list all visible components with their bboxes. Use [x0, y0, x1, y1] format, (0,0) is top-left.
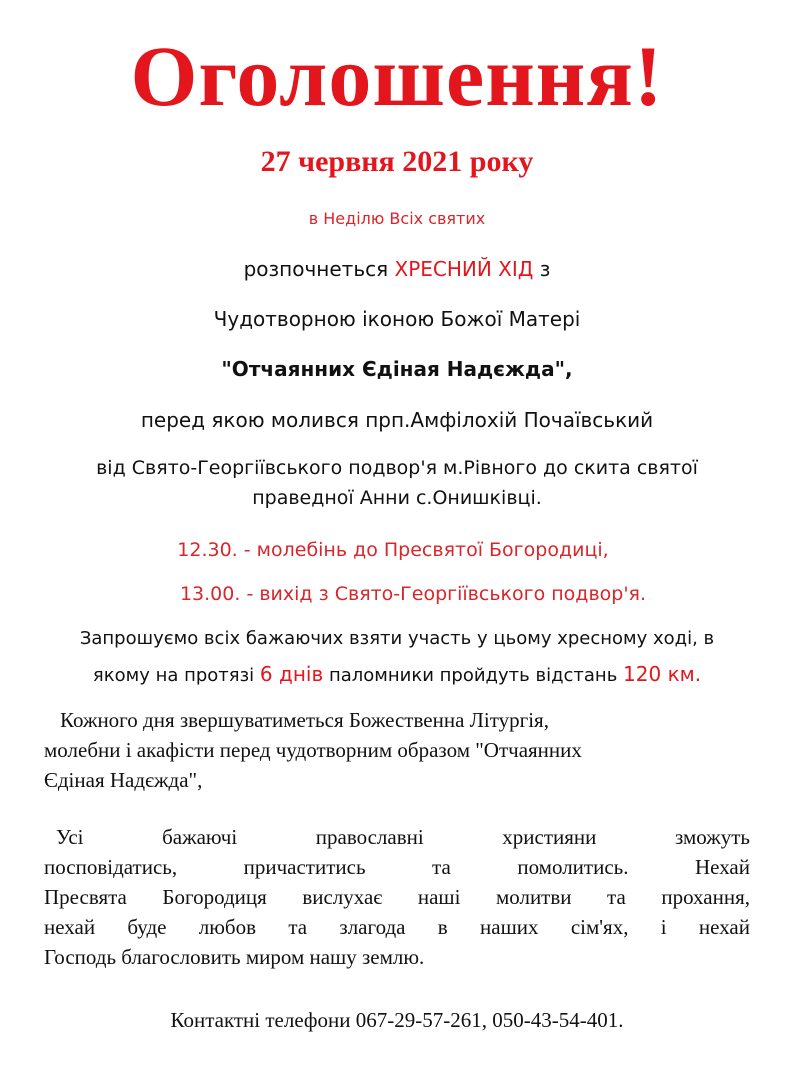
blessing-paragraph — [44, 822, 750, 972]
blessing-line: нехай буде любов та злагода в наших сім'ях, і нехай — [44, 915, 750, 939]
liturgy-paragraph — [44, 705, 764, 795]
blessing-line: посповідатись, причаститись та помолитись. Нехай — [44, 855, 750, 879]
procession-line — [0, 254, 794, 284]
procession-before: розпочнеться — [243, 257, 395, 281]
blessing-line: Усі бажаючі православні християни зможуть — [56, 825, 750, 849]
route-line-1: від Свято-Георгіївського подвор'я м.Рівного до скита святої — [96, 457, 698, 479]
invitation-line-1: Запрошуємо всіх бажаючих взяти участь у цьому хресному ході, в — [79, 628, 715, 649]
icon-name: "Отчаянних Єдіная Надєжда", — [221, 357, 573, 381]
blessing-line: Господь благословить миром нашу землю. — [44, 945, 425, 969]
invitation-line-2-middle: паломники пройдуть відстань — [323, 665, 624, 686]
liturgy-line: Єдіная Надєжда", — [44, 768, 203, 792]
icon-line: Чудотворною іконою Божої Матері — [213, 307, 581, 331]
event-date: 27 червня 2021 року — [260, 145, 534, 178]
contact-phones: Контактні телефони 067-29-57-261, 050-43-54-401. — [170, 1008, 624, 1032]
procession-highlight: ХРЕСНИЙ ХІД — [394, 257, 534, 281]
schedule-departure: 13.00. - вихід з Свято-Георгіївського подвор'я. — [179, 583, 647, 605]
sunday-of-all-saints: в Неділю Всіх святих — [308, 209, 486, 228]
invitation-line-2-start: якому на протязі — [92, 665, 260, 686]
liturgy-line: Кожного дня звершуватиметься Божественна Літургія, — [60, 708, 549, 732]
procession-after: з — [533, 257, 551, 281]
schedule-moleben: 12.30. - молебінь до Пресвятої Богородиці, — [177, 539, 609, 561]
blessing-line: Пресвята Богородиця вислухає наші молитви та прохання, — [44, 885, 750, 909]
announcement-title: Оголошення! — [130, 28, 664, 124]
liturgy-line: молебни і акафісти перед чудотворним образом "Отчаянних — [44, 738, 582, 762]
distance-km: 120 км. — [623, 662, 702, 686]
duration-days: 6 днів — [259, 662, 324, 686]
route-line-2: праведної Анни с.Онишківці. — [252, 487, 542, 509]
before-which-line: перед якою молився прп.Амфілохій Почаївський — [140, 408, 654, 432]
invitation-line-2 — [0, 660, 794, 690]
